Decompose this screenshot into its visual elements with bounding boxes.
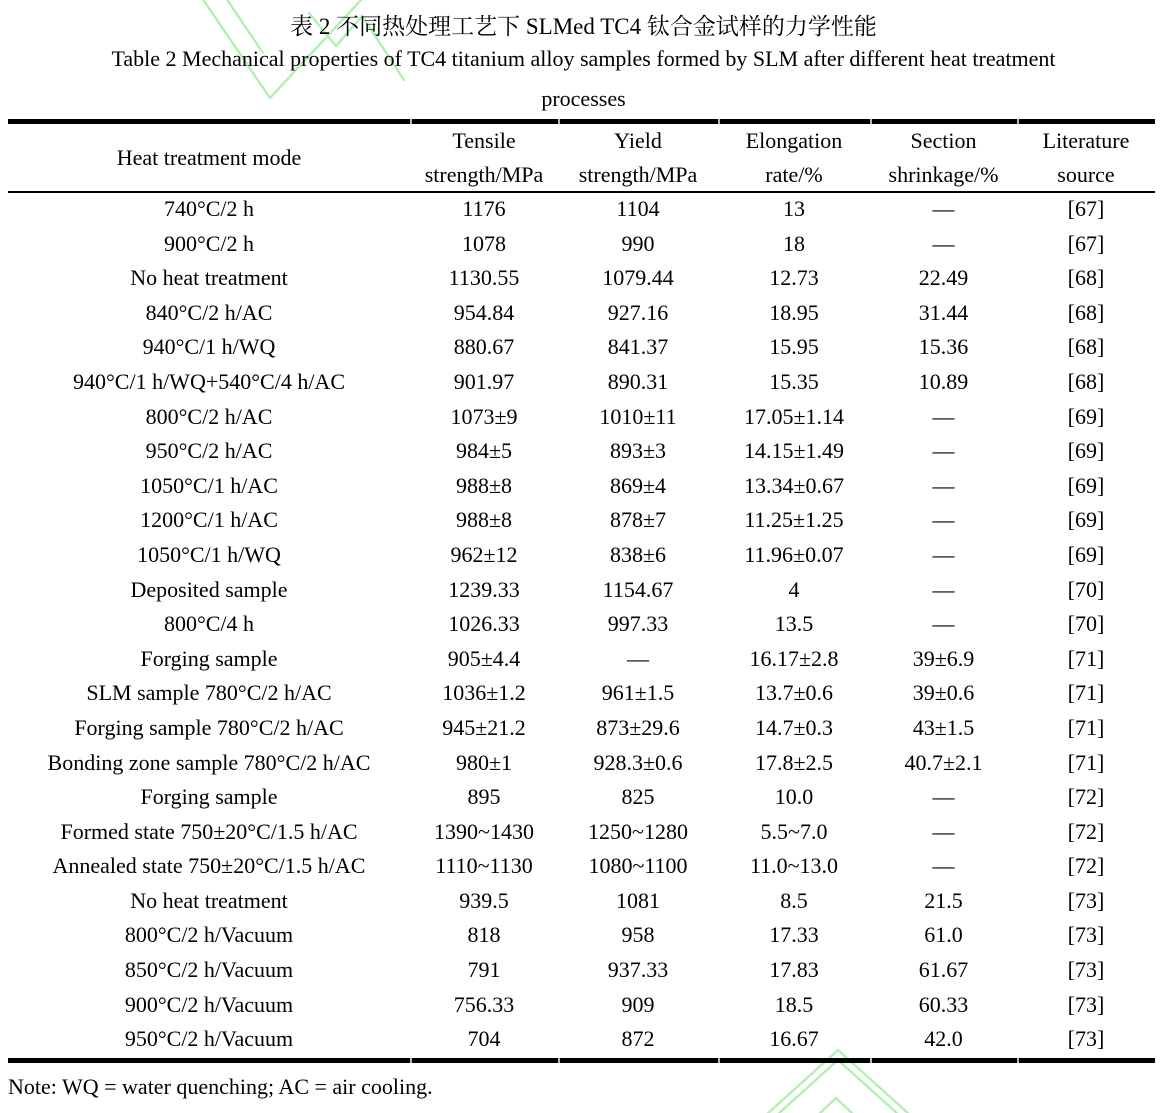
cell-mode: No heat treatment: [130, 887, 288, 913]
cell-yield: 1154.67: [602, 576, 674, 602]
cell-yield: 928.3±0.6: [593, 749, 683, 775]
cell-tensile: 818: [467, 922, 501, 948]
cell-shrinkage: —: [932, 576, 955, 602]
cell-mode: 840°C/2 h/AC: [145, 299, 273, 325]
cell-source: [73]: [1067, 922, 1105, 948]
cell-yield: 869±4: [609, 472, 667, 498]
cell-yield: 1010±11: [599, 403, 677, 429]
cell-elongation: 15.95: [769, 334, 819, 360]
cell-tensile: 1176: [462, 196, 506, 221]
rule-notch: [718, 1058, 720, 1063]
cell-tensile: 791: [467, 957, 501, 983]
cell-mode: 940°C/1 h/WQ: [142, 334, 276, 360]
cell-yield: 838±6: [609, 541, 667, 567]
cell-tensile: 980±1: [455, 749, 513, 775]
cell-yield: 873±29.6: [596, 714, 680, 740]
cell-mode: Forging sample: [140, 645, 278, 671]
cell-tensile: 1390~1430: [434, 818, 534, 844]
cell-yield: 997.33: [607, 611, 669, 637]
cell-shrinkage: —: [932, 403, 955, 429]
cell-shrinkage: 39±6.9: [912, 645, 975, 671]
rule-notch: [1017, 1058, 1019, 1063]
cell-shrinkage: —: [932, 438, 955, 464]
cell-mode: 1050°C/1 h/AC: [140, 472, 278, 498]
cell-yield: 893±3: [609, 438, 667, 464]
cell-mode: Formed state 750±20°C/1.5 h/AC: [60, 818, 358, 844]
cell-shrinkage: —: [932, 818, 955, 844]
cell-tensile: 756.33: [453, 991, 515, 1017]
cell-mode: 1050°C/1 h/WQ: [137, 541, 281, 567]
table-row: [8, 365, 1155, 400]
cell-yield: 961±1.5: [601, 680, 675, 706]
cell-source: [69]: [1067, 541, 1105, 567]
cell-shrinkage: —: [932, 507, 955, 533]
cell-yield: 1250~1280: [588, 818, 688, 844]
cell-yield: 841.37: [607, 334, 669, 360]
table-row: [8, 711, 1155, 746]
cell-elongation: 13.34±0.67: [743, 472, 845, 498]
cell-mode: 800°C/2 h/AC: [145, 403, 273, 429]
cell-yield: 872: [621, 1026, 655, 1052]
cell-source: [70]: [1067, 611, 1105, 637]
cell-yield: 878±7: [609, 507, 667, 533]
header-row: [8, 124, 1155, 192]
cell-elongation: 12.73: [769, 265, 819, 291]
column-header-tensile: Tensile strength/MPa: [424, 128, 544, 187]
cell-elongation: 8.5: [780, 887, 808, 913]
table-caption-chinese: 表 2 不同热处理工艺下 SLMed TC4 钛合金试样的力学性能: [290, 14, 877, 39]
rule-notch: [558, 1058, 560, 1063]
table-body: [8, 192, 1155, 1057]
cell-elongation: 15.35: [769, 368, 819, 394]
cell-source: [67]: [1067, 196, 1105, 221]
cell-mode: 950°C/2 h/AC: [145, 438, 273, 464]
cell-yield: 825: [621, 784, 655, 810]
cell-source: [70]: [1067, 576, 1105, 602]
cell-source: [67]: [1067, 230, 1105, 256]
cell-source: [73]: [1067, 991, 1105, 1017]
cell-elongation: 17.05±1.14: [743, 403, 845, 429]
cell-tensile: 962±12: [450, 541, 518, 567]
cell-tensile: 901.97: [453, 368, 515, 394]
cell-shrinkage: 40.7±2.1: [904, 749, 983, 775]
column-header-yield: Yield strength/MPa: [578, 128, 698, 187]
cell-shrinkage: —: [932, 541, 955, 567]
cell-source: [68]: [1067, 368, 1105, 394]
rule-notch: [410, 1058, 412, 1063]
cell-shrinkage: 31.44: [918, 299, 969, 325]
column-header-source: Literature source: [1042, 128, 1130, 187]
table-row: [8, 642, 1155, 677]
table-row: [8, 503, 1155, 538]
cell-yield: 1104: [616, 196, 660, 221]
cell-elongation: 17.33: [769, 922, 819, 948]
table-bottom-rule: [8, 1058, 1155, 1063]
table-caption-english: Table 2 Mechanical properties of TC4 titanium alloy samples formed by SLM after different heat treatment: [111, 46, 1056, 71]
cell-elongation: 13.7±0.6: [754, 680, 834, 706]
cell-shrinkage: 21.5: [924, 887, 963, 913]
table-row: [8, 330, 1155, 365]
cell-tensile: 1073±9: [450, 403, 518, 429]
cell-source: [68]: [1067, 299, 1105, 325]
cell-elongation: 18.95: [769, 299, 819, 325]
table-row: [8, 192, 1155, 227]
cell-elongation: 10.0: [774, 784, 814, 810]
cell-yield: 890.31: [607, 368, 669, 394]
cell-yield: 927.16: [607, 299, 669, 325]
cell-source: [72]: [1067, 818, 1105, 844]
cell-shrinkage: —: [932, 196, 955, 221]
cell-tensile: 1036±1.2: [442, 680, 526, 706]
cell-mode: Deposited sample: [130, 576, 288, 602]
cell-elongation: 11.0~13.0: [749, 853, 839, 879]
cell-source: [69]: [1067, 507, 1105, 533]
table-row: [8, 400, 1155, 435]
table-row: [8, 676, 1155, 711]
cell-shrinkage: 10.89: [918, 368, 969, 394]
table-row: [8, 849, 1155, 884]
cell-source: [68]: [1067, 334, 1105, 360]
cell-mode: 800°C/2 h/Vacuum: [124, 922, 294, 948]
column-header-elongation: Elongation rate/%: [745, 128, 843, 187]
cell-shrinkage: 22.49: [918, 265, 969, 291]
cell-tensile: 1026.33: [448, 611, 520, 637]
cell-tensile: 988±8: [455, 507, 513, 533]
table-row: [8, 988, 1155, 1023]
cell-shrinkage: 60.33: [918, 991, 969, 1017]
cell-shrinkage: 43±1.5: [912, 714, 975, 740]
cell-elongation: 17.83: [769, 957, 819, 983]
cell-yield: 958: [621, 922, 655, 948]
cell-elongation: 18: [783, 230, 805, 256]
cell-elongation: 16.17±2.8: [749, 645, 839, 671]
cell-shrinkage: —: [932, 611, 955, 637]
cell-source: [69]: [1067, 403, 1105, 429]
cell-mode: 850°C/2 h/Vacuum: [124, 957, 294, 983]
cell-source: [69]: [1067, 438, 1105, 464]
cell-tensile: 1078: [462, 230, 506, 256]
table-row: [8, 815, 1155, 850]
table-row: [8, 607, 1155, 642]
cell-mode: SLM sample 780°C/2 h/AC: [86, 680, 332, 706]
cell-mode: Forging sample 780°C/2 h/AC: [74, 714, 344, 740]
cell-elongation: 13: [783, 196, 805, 221]
cell-source: [72]: [1067, 784, 1105, 810]
table-row: [8, 1022, 1155, 1057]
cell-shrinkage: 61.67: [918, 957, 969, 983]
cell-elongation: 11.96±0.07: [744, 541, 844, 567]
cell-source: [71]: [1067, 714, 1105, 740]
cell-mode: Annealed state 750±20°C/1.5 h/AC: [52, 853, 366, 879]
table-row: [8, 953, 1155, 988]
table-row: [8, 573, 1155, 608]
cell-mode: 800°C/4 h: [163, 611, 255, 637]
cell-mode: 1200°C/1 h/AC: [140, 507, 278, 533]
cell-mode: 740°C/2 h: [163, 196, 255, 221]
cell-mode: Forging sample: [140, 784, 278, 810]
cell-tensile: 945±21.2: [442, 714, 526, 740]
cell-elongation: 14.15±1.49: [743, 438, 845, 464]
table-row: [8, 918, 1155, 953]
table-row: [8, 434, 1155, 469]
table-row: [8, 746, 1155, 781]
table-caption-english-line2: processes: [541, 86, 626, 111]
cell-yield: 937.33: [607, 957, 669, 983]
cell-shrinkage: —: [932, 230, 955, 256]
cell-source: [72]: [1067, 853, 1105, 879]
mechanical-properties-table: [8, 124, 1155, 1057]
cell-source: [73]: [1067, 1026, 1105, 1052]
cell-tensile: 905±4.4: [447, 645, 521, 671]
cell-yield: 1080~1100: [588, 853, 688, 879]
cell-tensile: 1110~1130: [435, 853, 533, 879]
cell-elongation: 16.67: [769, 1026, 819, 1052]
cell-tensile: 704: [467, 1026, 501, 1052]
table-row: [8, 538, 1155, 573]
table-row: [8, 469, 1155, 504]
table-row: [8, 884, 1155, 919]
cell-yield: 1079.44: [602, 265, 674, 291]
column-header-shrinkage: Section shrinkage/%: [888, 128, 999, 187]
cell-shrinkage: —: [932, 472, 955, 498]
cell-mode: 940°C/1 h/WQ+540°C/4 h/AC: [72, 368, 345, 394]
cell-source: [71]: [1067, 680, 1105, 706]
rule-notch: [870, 1058, 872, 1063]
cell-tensile: 1239.33: [448, 576, 520, 602]
cell-mode: 900°C/2 h: [163, 230, 255, 256]
cell-shrinkage: 61.0: [924, 922, 963, 948]
cell-shrinkage: 15.36: [918, 334, 969, 360]
cell-elongation: 11.25±1.25: [744, 507, 844, 533]
cell-source: [68]: [1067, 265, 1105, 291]
cell-source: [73]: [1067, 957, 1105, 983]
cell-mode: Bonding zone sample 780°C/2 h/AC: [47, 749, 371, 775]
table-row: [8, 261, 1155, 296]
cell-tensile: 954.84: [453, 299, 515, 325]
cell-yield: 909: [621, 991, 655, 1017]
header-underline-rule: [8, 191, 1155, 193]
cell-shrinkage: 42.0: [924, 1026, 963, 1052]
table-row: [8, 227, 1155, 262]
cell-yield: —: [627, 645, 649, 671]
cell-tensile: 1130.55: [448, 265, 520, 291]
cell-mode: No heat treatment: [130, 265, 288, 291]
cell-tensile: 939.5: [459, 887, 509, 913]
cell-tensile: 988±8: [455, 472, 513, 498]
cell-elongation: 4: [788, 576, 800, 602]
cell-source: [71]: [1067, 749, 1105, 775]
cell-elongation: 14.7±0.3: [754, 714, 834, 740]
cell-tensile: 895: [467, 784, 501, 810]
cell-tensile: 984±5: [455, 438, 513, 464]
table-note: Note: WQ = water quenching; AC = air cooling.: [8, 1074, 433, 1099]
cell-elongation: 5.5~7.0: [760, 818, 828, 844]
cell-source: [73]: [1067, 887, 1105, 913]
cell-yield: 990: [621, 230, 655, 256]
cell-source: [69]: [1067, 472, 1105, 498]
table-row: [8, 780, 1155, 815]
cell-yield: 1081: [616, 887, 660, 913]
cell-elongation: 17.8±2.5: [754, 749, 834, 775]
cell-shrinkage: —: [932, 853, 955, 879]
cell-shrinkage: 39±0.6: [912, 680, 975, 706]
cell-elongation: 18.5: [774, 991, 814, 1017]
cell-mode: 900°C/2 h/Vacuum: [124, 991, 294, 1017]
table-row: [8, 296, 1155, 331]
cell-shrinkage: —: [932, 784, 955, 810]
cell-tensile: 880.67: [453, 334, 515, 360]
cell-source: [71]: [1067, 645, 1105, 671]
cell-mode: 950°C/2 h/Vacuum: [124, 1026, 294, 1052]
column-header-mode: Heat treatment mode: [116, 145, 302, 170]
cell-elongation: 13.5: [774, 611, 814, 637]
